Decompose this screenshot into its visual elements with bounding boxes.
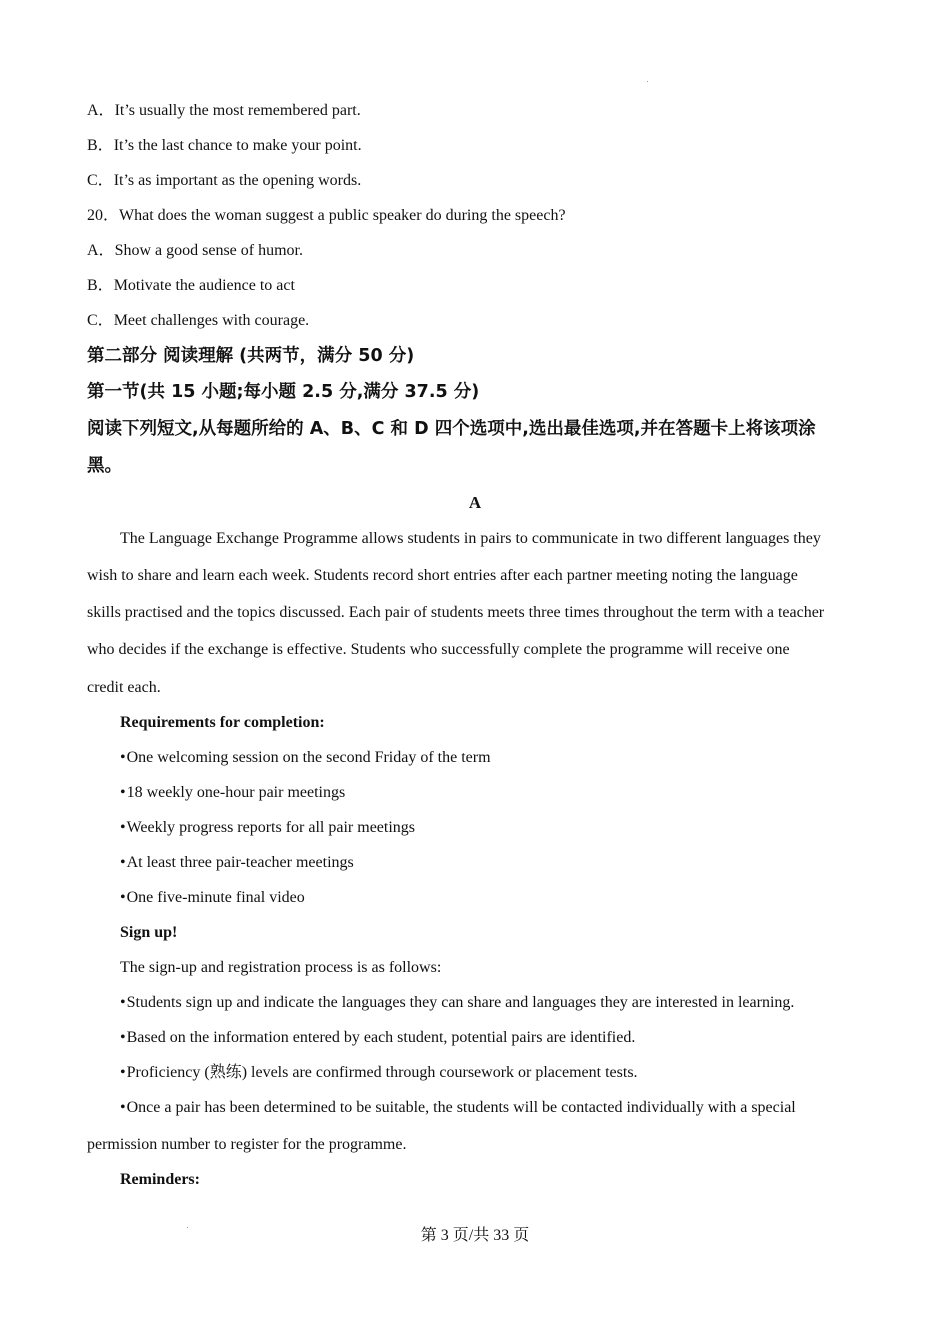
passage-label: A [468,493,482,512]
intro-line-3: skills practised and the topics discussed. Each pair of students meets three times throughout the term with a teacher [87,604,825,621]
option-letter: A． [87,102,115,119]
reminders-heading: Reminders: [120,1171,200,1188]
signup-step [120,1098,863,1118]
question-number: 20． [87,207,120,224]
q20-option-b [87,276,863,296]
requirements-heading: Requirements for completion: [120,714,325,731]
q19-option-a [87,101,863,121]
signup-heading: Sign up! [120,924,178,941]
option-text: Show a good sense of humor. [114,242,303,259]
requirement-text: Weekly progress reports for all pair meetings [126,819,416,836]
question-text: What does the woman suggest a public speaker do during the speech? [119,207,566,224]
option-letter: B． [87,137,114,154]
section-instruction-line-1: 阅读下列短文,从每题所给的 A、B、C 和 D 四个选项中,选出最佳选项,并在答题卡上将该项涂 [87,419,816,439]
q20-stem [87,206,863,226]
section-title: 第二部分 阅读理解 (共两节，满分 50 分) [87,346,415,366]
intro-line-5: credit each. [87,679,161,696]
requirement-text: At least three pair-teacher meetings [126,854,354,871]
scan-speck [647,81,648,82]
bullet-icon: • [120,889,126,906]
bullet-icon: • [120,1099,126,1116]
bullet-icon: • [120,784,126,801]
q19-option-b [87,136,863,156]
signup-step [120,1028,863,1048]
option-text: It’s usually the most remembered part. [114,102,361,119]
intro-line-4: who decides if the exchange is effective. Students who successfully complete the programme will receive one [87,641,790,658]
signup-step-continuation: permission number to register for the programme. [87,1136,407,1153]
signup-step-text: Once a pair has been determined to be suitable, the students will be contacted individually with a special [126,1099,796,1116]
q19-option-c [87,171,863,191]
page-footer: 第 3 页/共 33 页 [420,1227,530,1244]
option-letter: C． [87,172,114,189]
section-instruction-line-2: 黑。 [87,456,122,476]
q20-option-c [87,311,863,331]
bullet-icon: • [120,994,126,1011]
requirement-item [120,783,863,803]
section-subtitle: 第一节(共 15 小题;每小题 2.5 分,满分 37.5 分) [87,382,480,402]
requirement-text: 18 weekly one-hour pair meetings [126,784,346,801]
signup-step-text: Based on the information entered by each student, potential pairs are identified. [126,1029,636,1046]
signup-step [120,1063,863,1083]
bullet-icon: • [120,819,126,836]
option-letter: A． [87,242,115,259]
bullet-icon: • [120,854,126,871]
intro-line-1: The Language Exchange Programme allows students in pairs to communicate in two different languages they [120,530,821,547]
signup-intro: The sign-up and registration process is as follows: [120,959,442,976]
intro-line-2: wish to share and learn each week. Students record short entries after each partner meeting noting the language [87,567,798,584]
bullet-icon: • [120,1029,126,1046]
option-text: It’s as important as the opening words. [113,172,362,189]
bullet-icon: • [120,1064,126,1081]
bullet-icon: • [120,749,126,766]
signup-step [120,993,863,1013]
requirement-item [120,888,863,908]
signup-step-text: Students sign up and indicate the languages they can share and languages they are interested in learning. [126,994,795,1011]
q20-option-a [87,241,863,261]
requirement-text: One five-minute final video [126,889,305,906]
requirement-item [120,818,863,838]
option-letter: B． [87,277,114,294]
requirement-text: One welcoming session on the second Friday of the term [126,749,491,766]
requirement-item [120,748,863,768]
option-text: It’s the last chance to make your point. [113,137,362,154]
requirement-item [120,853,863,873]
option-text: Motivate the audience to act [113,277,295,294]
signup-step-text: Proficiency (熟练) levels are confirmed through coursework or placement tests. [126,1064,638,1081]
option-letter: C． [87,312,114,329]
option-text: Meet challenges with courage. [113,312,310,329]
